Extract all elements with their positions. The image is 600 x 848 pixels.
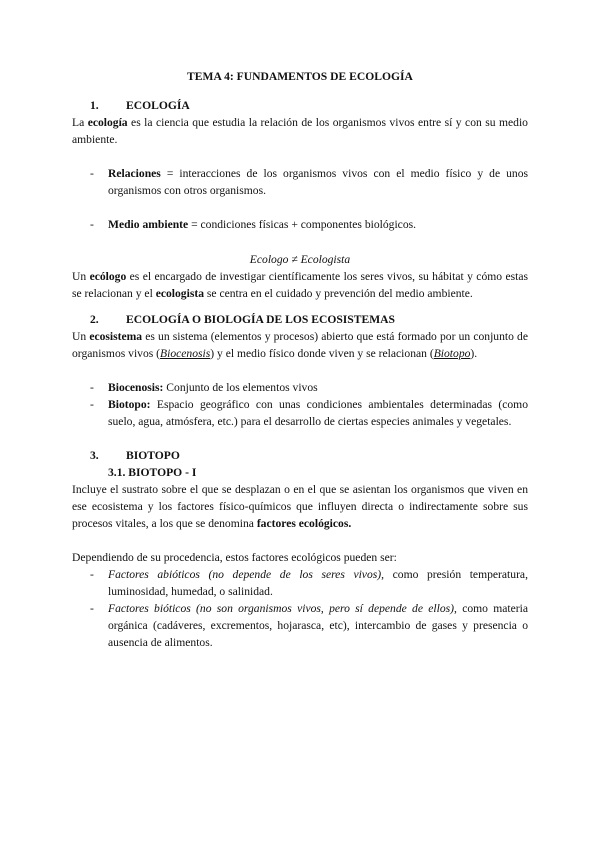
list-item-body: [108, 396, 528, 430]
section-number: 3.: [90, 449, 99, 462]
bold-term: ecosistema: [89, 330, 143, 343]
text-run: Un: [72, 330, 90, 343]
text-run: , como presión temperatura, luminosidad, humedad, o salinidad.: [108, 568, 528, 598]
text-run: es el encargado de investigar científicamente los seres vivos, su hábitat y cómo estas se relacionan y el: [72, 270, 528, 300]
ecologo-formula: Ecologo ≠ Ecologista: [249, 253, 351, 266]
section-heading-biotopo: [72, 447, 528, 464]
text-run: Conjunto de los elementos vivos: [163, 381, 318, 394]
dash-bullet: -: [90, 398, 94, 411]
text-run: = interacciones de los organismos vivos con el medio físico y de unos organismos con otros organismos.: [108, 167, 528, 197]
text-run: Un: [72, 270, 90, 283]
bold-term: factores ecológicos.: [256, 517, 352, 530]
document-page: [72, 68, 528, 651]
list-item-body: [108, 600, 528, 651]
text-run: Incluye el sustrato sobre el que se desplazan o en el que se asientan los organismos que viven en ese ecosistema y los factores físico-químicos que influyen directa o indirectamente sobre sus procesos vitales, a los que se denomina: [72, 483, 528, 530]
dash-bullet: -: [90, 167, 94, 180]
section-heading-ecologia: [72, 97, 528, 114]
bold-term: ecologista: [155, 287, 204, 300]
bold-term: Biocenosis:: [108, 381, 164, 394]
dash-bullet: -: [90, 568, 94, 581]
dash-bullet: -: [90, 218, 94, 231]
bold-term: Biotopo:: [108, 398, 151, 411]
italic-note: (no son organismos vivos, pero sí depende de ellos): [190, 602, 455, 615]
text-run: = condiciones físicas + componentes biológicos.: [188, 218, 417, 231]
spacer: [72, 532, 528, 549]
section-number: 2.: [90, 313, 99, 326]
spacer: [72, 362, 528, 379]
factores-list: [72, 566, 528, 651]
list-item-body: [108, 379, 528, 396]
text-run: se centra en el cuidado y prevención del medio ambiente.: [204, 287, 473, 300]
subsection-heading: 3.1. BIOTOPO - I: [108, 466, 197, 479]
list-item: [72, 600, 528, 651]
text-run: Espacio geográfico con unas condiciones ambientales determinadas (como suelo, agua, atmósfera, etc.) para el desarrollo de ciertas especies animales y vegetales.: [108, 398, 528, 428]
spacer: [72, 148, 528, 165]
bold-term: ecólogo: [89, 270, 127, 283]
ecologo-paragraph: [72, 268, 528, 302]
definitions-list: [72, 216, 528, 233]
biotopo-link[interactable]: Biotopo: [433, 347, 471, 360]
text-run: , como materia orgánica (cadáveres, excrementos, hojarasca, etc), intercambio de gases y presencia o ausencia de alimentos.: [108, 602, 528, 649]
document-title: TEMA 4: FUNDAMENTOS DE ECOLOGÍA: [187, 70, 413, 83]
italic-term: Factores abióticos: [108, 568, 200, 581]
biocenosis-link[interactable]: Biocenosis: [160, 347, 211, 360]
text-run: ) y el medio físico donde viven y se relacionan (: [210, 347, 434, 360]
list-item: [72, 379, 528, 396]
factores-intro: Dependiendo de su procedencia, estos factores ecológicos pueden ser:: [72, 551, 397, 564]
section-title: ECOLOGÍA O BIOLOGÍA DE LOS ECOSISTEMAS: [126, 313, 395, 326]
section-number: 1.: [90, 99, 99, 112]
ecologia-definition: [72, 114, 528, 148]
bold-term: Relaciones: [108, 167, 161, 180]
list-item-body: [108, 165, 528, 199]
ecosystem-components-list: [72, 379, 528, 430]
list-item: [72, 566, 528, 600]
text-run: es la ciencia que estudia la relación de los organismos vivos entre sí y con su medio ambiente.: [72, 116, 528, 146]
ecosistema-definition: [72, 328, 528, 362]
list-item: [72, 216, 528, 233]
text-run: ).: [470, 347, 478, 360]
list-item-body: [108, 566, 528, 600]
section-title: ECOLOGÍA: [126, 99, 190, 112]
dash-bullet: -: [90, 602, 94, 615]
section-heading-ecosistemas: [72, 311, 528, 328]
italic-term: Factores bióticos: [108, 602, 191, 615]
spacer: [72, 233, 528, 242]
text-run: La: [72, 116, 88, 129]
definitions-list: [72, 165, 528, 199]
biotopo-paragraph: [72, 481, 528, 532]
list-item: [72, 396, 528, 430]
spacer: [72, 199, 528, 216]
dash-bullet: -: [90, 381, 94, 394]
bold-term: ecología: [87, 116, 128, 129]
section-title: BIOTOPO: [126, 449, 180, 462]
list-item: [72, 165, 528, 199]
bold-term: Medio ambiente: [108, 218, 189, 231]
italic-note: (no depende de los seres vivos): [199, 568, 382, 581]
list-item-body: [108, 216, 528, 233]
text-run: es un sistema (elementos y procesos) abierto que está formado por un conjunto de organismos vivos (: [72, 330, 528, 360]
